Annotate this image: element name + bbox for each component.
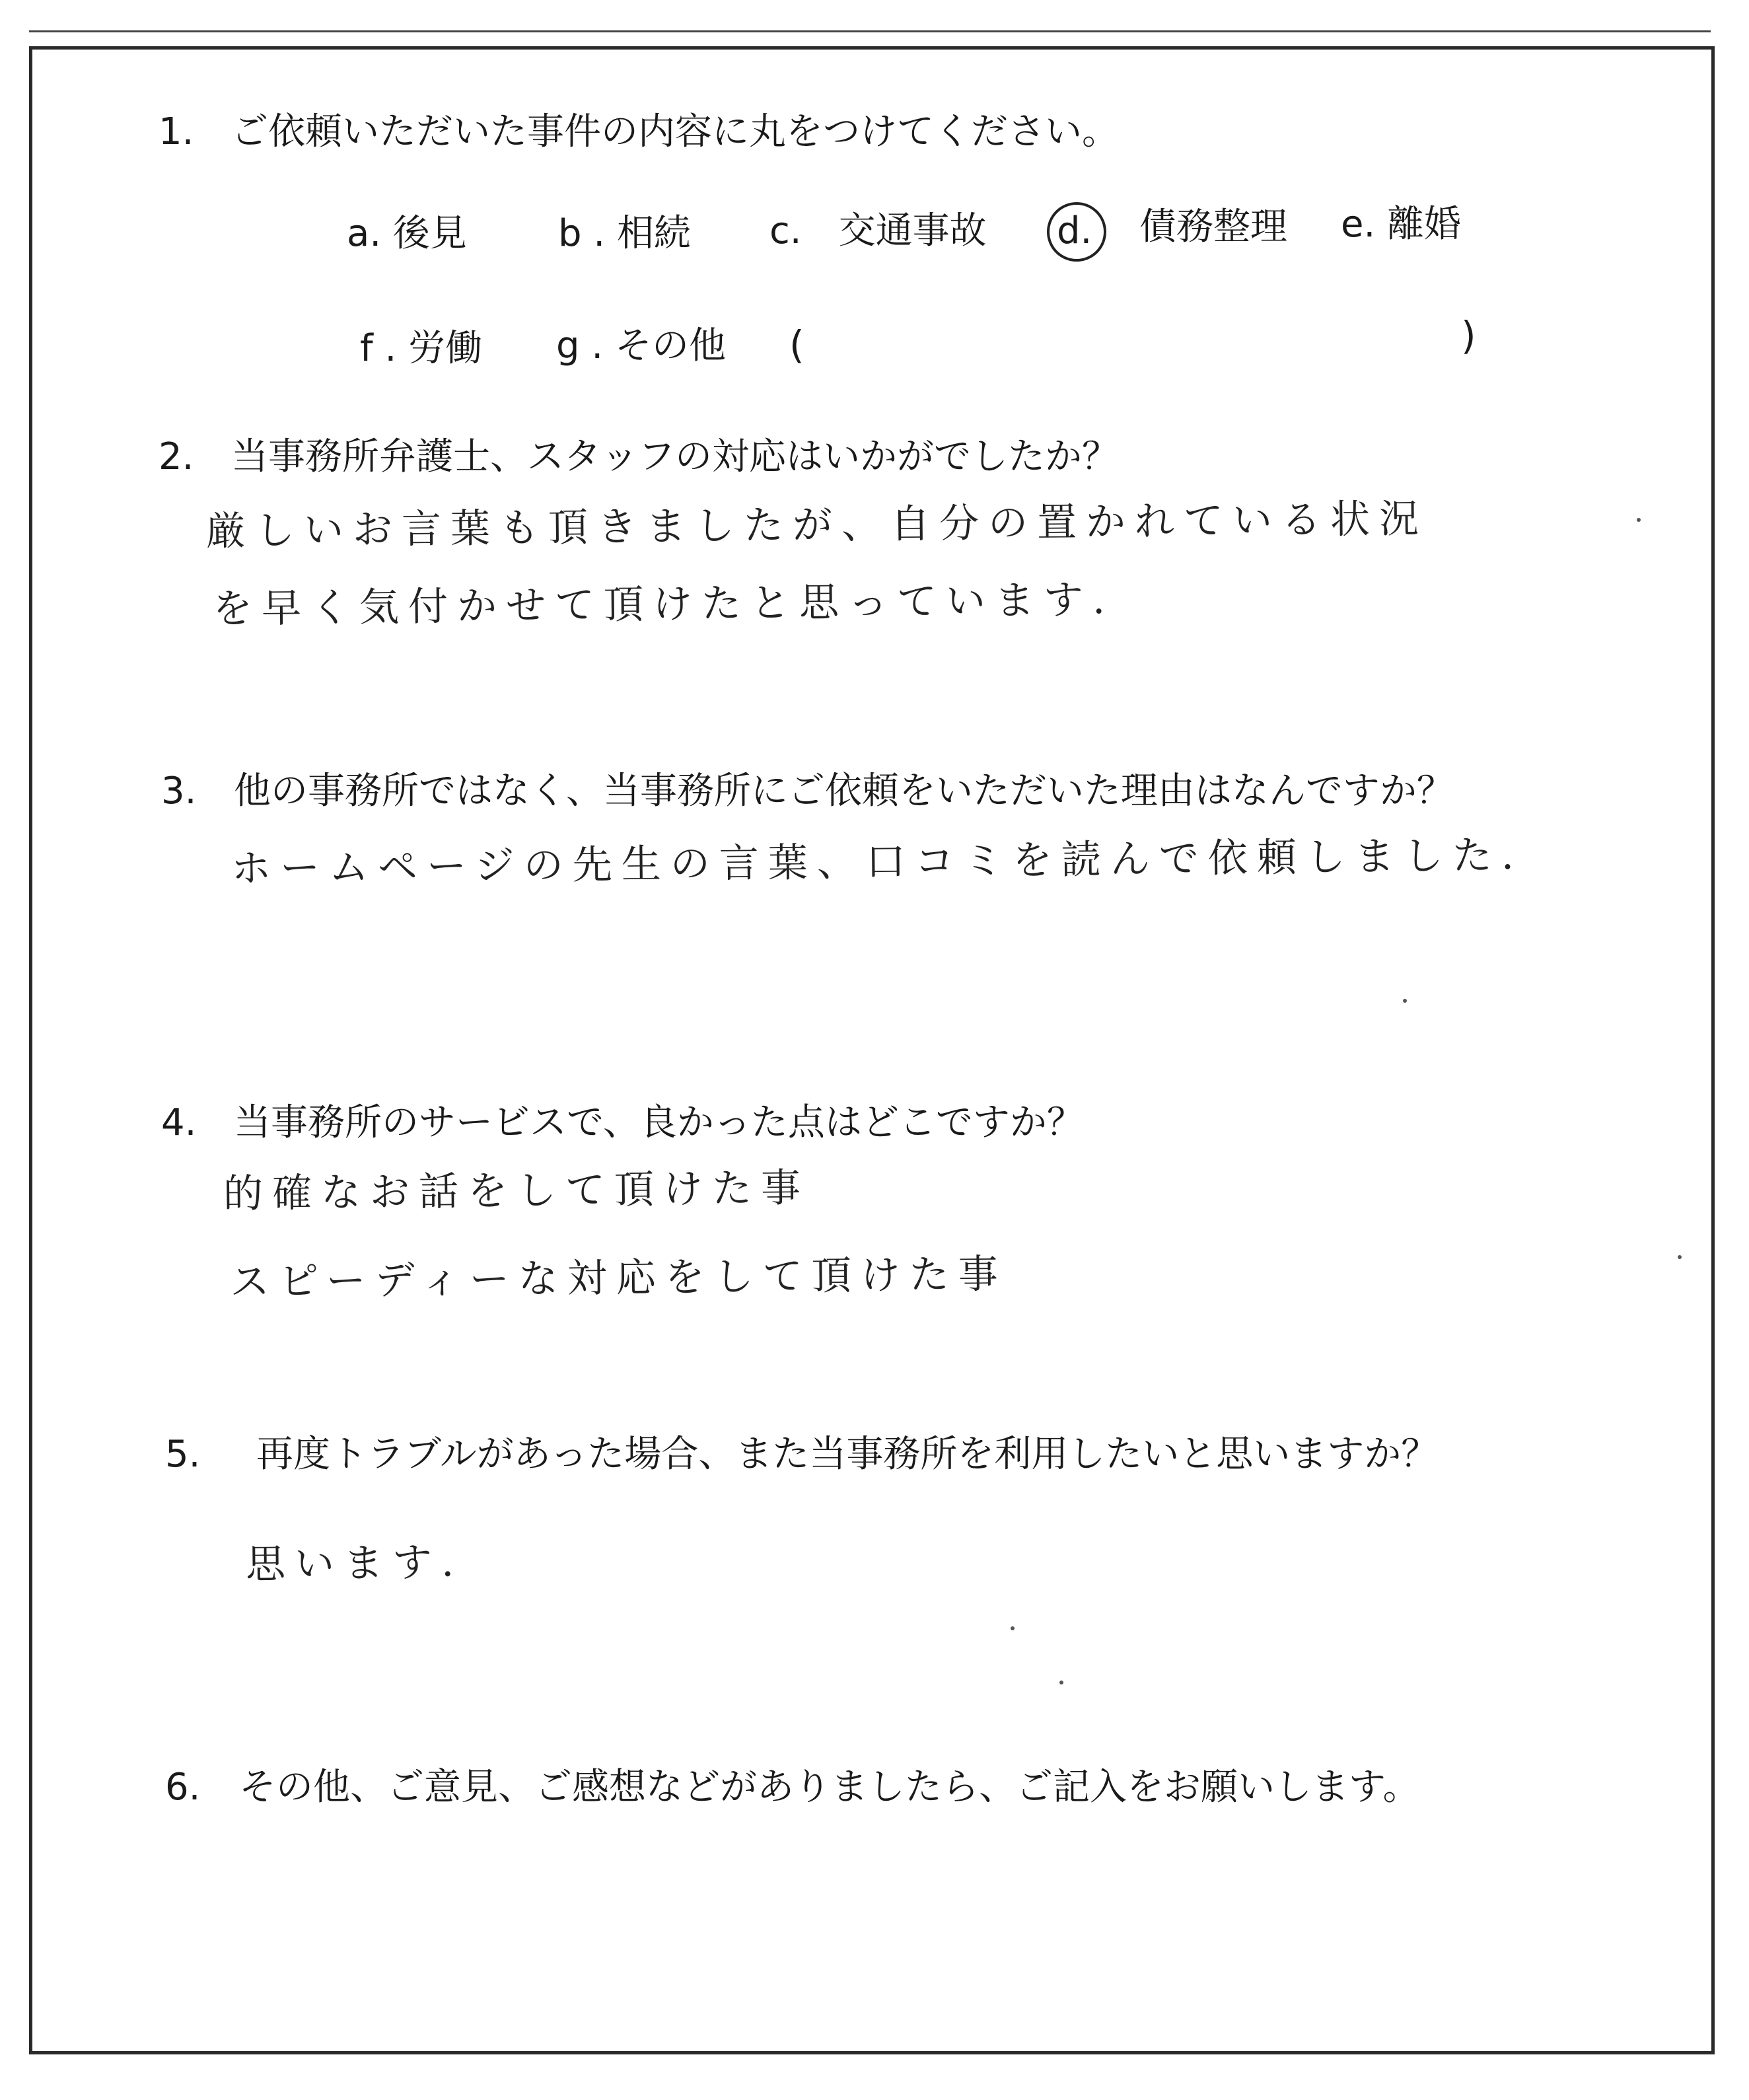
other-paren-close: ) [1461, 313, 1476, 358]
question-6-number: 6. [165, 1766, 201, 1809]
question-6-text: その他、ご意見、ご感想などがありましたら、ご記入をお願いします。 [239, 1766, 1420, 1809]
question-2 [159, 436, 1119, 478]
scan-speck [1403, 999, 1407, 1003]
option-c-traffic-accident[interactable]: c. 交通事故 [769, 209, 987, 252]
question-3-text: 他の事務所ではなく、当事務所にご依頼をいただいた理由はなんですか？ [234, 770, 1454, 813]
answer-2-line-1: 厳しいお言葉も頂きましたが、自分の置かれている状況 [205, 495, 1429, 555]
answer-5-line-1: 思います. [245, 1539, 464, 1588]
question-1 [159, 111, 1119, 153]
option-d-letter[interactable]: d. [1057, 209, 1092, 252]
answer-3-line-1: ホームページの先生の言葉、口コミを読んで依頼しました. [231, 832, 1524, 892]
scan-speck [1059, 1681, 1063, 1684]
question-4 [161, 1102, 1084, 1144]
question-2-number: 2. [159, 435, 194, 478]
scan-speck [1637, 518, 1641, 522]
question-5-text: 再度トラブルがあった場合、また当事務所を利用したいと思いますか？ [256, 1433, 1439, 1476]
scan-speck [1678, 1255, 1682, 1259]
option-a-guardianship[interactable]: a. 後見 [347, 212, 467, 255]
question-4-text: 当事務所のサービスで、良かった点はどこですか？ [234, 1101, 1084, 1144]
option-g-other[interactable]: g . その他 [556, 324, 726, 367]
answer-4-line-1: 的確なお話をして頂けた事 [223, 1165, 810, 1217]
option-f-labor[interactable]: f . 労働 [360, 327, 483, 370]
scan-speck [1011, 1626, 1015, 1630]
question-5-number: 5. [165, 1433, 201, 1476]
question-4-number: 4. [161, 1101, 197, 1144]
question-5 [165, 1433, 1438, 1476]
question-2-text: 当事務所弁護士、スタッフの対応はいかがでしたか？ [231, 435, 1119, 478]
question-3-number: 3. [161, 770, 197, 813]
frame-top-edge [29, 30, 1711, 32]
question-1-number: 1. [159, 110, 194, 153]
answer-2-line-2: を早く気付かせて頂けたと思っています. [212, 576, 1115, 633]
question-6 [165, 1766, 1420, 1809]
option-b-inheritance[interactable]: b . 相続 [558, 212, 691, 255]
answer-4-line-2: スピーディーな対応をして頂けた事 [229, 1250, 1008, 1306]
option-d-debt-settlement[interactable]: 債務整理 [1139, 205, 1287, 248]
option-e-divorce[interactable]: e. 離婚 [1341, 203, 1462, 246]
other-paren-open: ( [789, 322, 804, 367]
question-1-text: ご依頼いただいた事件の内容に丸をつけてください。 [231, 110, 1119, 153]
question-3 [161, 770, 1454, 813]
